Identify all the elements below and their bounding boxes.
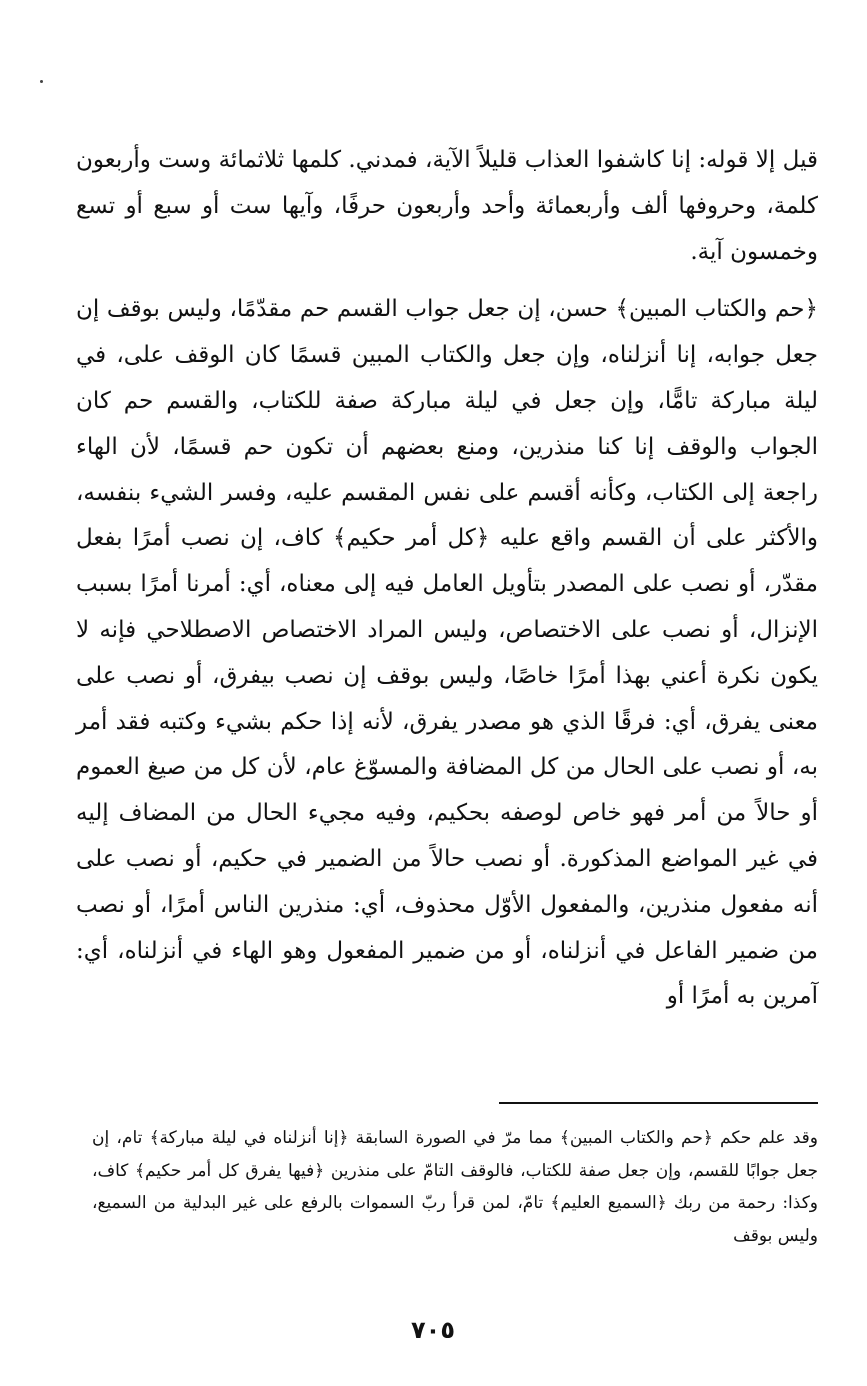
paragraph-waqf-commentary: ﴿حم والكتاب المبين﴾ حسن، إن جعل جواب القسم حم مقدّمًا، وليس بوقف إن جعل جوابه، إنا أنزلناه، وإن جعل والكتاب المبين قسمًا كان الوقف على، في ليلة مباركة تامًّا، وإن جعل في ليلة مباركة صفة للكتاب، والقسم حم كان الجواب والوقف إنا كنا منذرين، ومنع بعضهم أن تكون حم قسمًا، لأن الهاء راجعة إلى الكتاب، وكأنه أقسم على نفس المقسم عليه، وفسر الشيء بنفسه، والأكثر على أن القسم واقع عليه ﴿كل أمر حكيم﴾ كاف، إن نصب أمرًا بفعل مقدّر، أو نصب على المصدر بتأويل العامل فيه إلى معناه، أي: أمرنا أمرًا بسبب الإنزال، أو نصب على الاختصاص، وليس المراد الاختصاص الاصطلاحي فإنه لا يكون نكرة أعني بهذا أمرًا خاصًا، وليس بوقف إن نصب بيفرق، أو نصب على معنى يفرق، أي: فرقًا الذي هو مصدر يفرق، لأنه إذا حكم بشيء وكتبه فقد أمر به، أو نصب على الحال من كل المضافة والمسوّغ عام، لأن كل من صيغ العموم أو حالاً من أمر فهو خاص لوصفه بحكيم، وفيه مجيء الحال من المضاف إليه في غير المواضع المذكورة. أو نصب حالاً من الضمير في حكيم، أو نصب على أنه مفعول منذرين، والمفعول الأوّل محذوف، أي: منذرين الناس أمرًا، أو نصب من ضمير الفاعل في أنزلناه، أو من ضمير المفعول وهو الهاء في أنزلناه، أي: آمرين به أمرًا أو (76, 296, 818, 1010)
page-number: ٧٠٥ (411, 1316, 455, 1344)
scan-speck (40, 80, 43, 83)
footnote: وقد علم حكم ﴿حم والكتاب المبين﴾ مما مرّ في الصورة السابقة ﴿إنا أنزلناه في ليلة مباركة﴾ تام، إن جعل جوابًا للقسم، وإن جعل صفة للكتاب، فالوقف التامّ على منذرين ﴿فيها يفرق كل أمر حكيم﴾ كاف، وكذا: رحمة من ربك ﴿السميع العليم﴾ تامّ، لمن قرأ ربّ السموات بالرفع على غير البدلية من السميع، وليس بوقف (92, 1128, 818, 1246)
main-text (76, 138, 818, 1020)
footnote-divider (499, 1102, 818, 1104)
paragraph-surah-summary: قيل إلا قوله: إنا كاشفوا العذاب قليلاً الآية، فمدني. كلمها ثلاثمائة وست وأربعون كلمة، وحروفها ألف وأربعمائة وأحد وأربعون حرفًا، وآيها ست أو سبع أو تسع وخمسون آية. (76, 147, 818, 265)
